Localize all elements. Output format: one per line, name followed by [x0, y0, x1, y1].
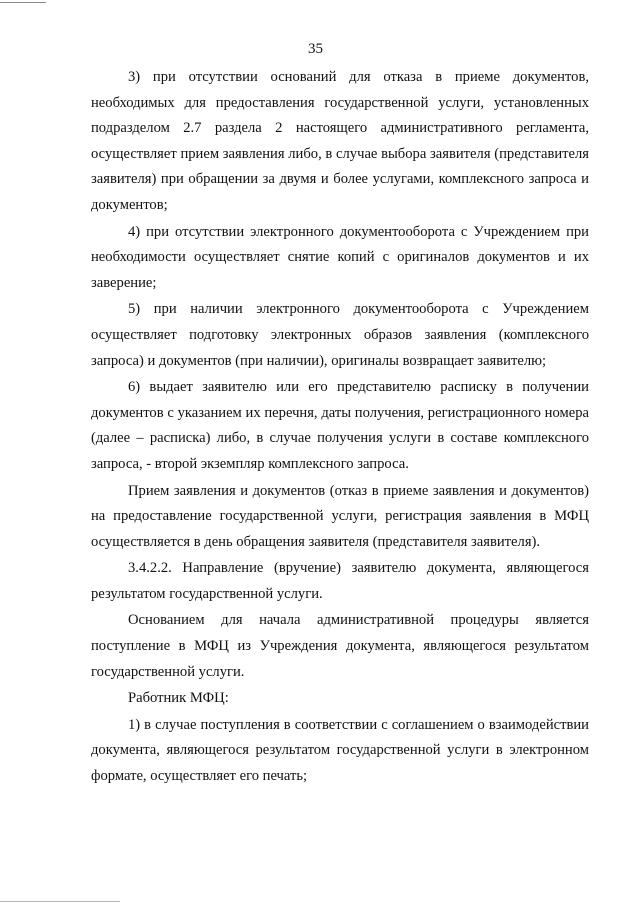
page-number: 35 [308, 41, 323, 57]
section-heading-3-4-2-2: 3.4.2.2. Направление (вручение) заявителю документа, являющегося результатом государственной услуги. [91, 560, 589, 602]
scan-edge-line [0, 2, 46, 3]
scan-edge-line-bottom [0, 901, 120, 902]
paragraph-item-6: 6) выдает заявителю или его представителю расписку в получении документов с указанием их перечня, даты получения, регистрационного номера (далее – расписка) либо, в случае получения услуги в составе комплексного запроса, - второй экземпляр комплексного запроса. [91, 379, 589, 472]
paragraph-reception: Прием заявления и документов (отказ в приеме заявления и документов) на предоставление государственной услуги, регистрация заявления в МФЦ осуществляется в день обращения заявителя (представителя заявителя). [91, 482, 589, 550]
paragraph-item-5: 5) при наличии электронного документооборота с Учреждением осуществляет подготовку электронных образов заявления (комплексного запроса) и документов (при наличии), оригиналы возвращает заявителю; [91, 301, 589, 369]
paragraph-mfc-worker: Работник МФЦ: [128, 690, 229, 707]
paragraph-item-3: 3) при отсутствии оснований для отказа в приеме документов, необходимых для предоставления государственной услуги, установленных подразделом 2.7 раздела 2 настоящего административного регламента, осуществляет прием заявления либо, в случае выбора заявителя (представителя заявителя) при обращении за двумя и более услугами, комплексного запроса и документов; [91, 69, 589, 213]
document-body [91, 65, 589, 791]
paragraph-item-1: 1) в случае поступления в соответствии с соглашением о взаимодействии документа, являющегося результатом государственной услуги в электронном формате, осуществляет его печать; [91, 716, 589, 785]
paragraph-item-4: 4) при отсутствии электронного документооборота с Учреждением при необходимости осуществляет снятие копий с оригиналов документов и их заверение; [91, 223, 589, 291]
paragraph-basis: Основанием для начала административной процедуры является поступление в МФЦ из Учреждения документа, являющегося результатом государственной услуги. [91, 612, 589, 680]
